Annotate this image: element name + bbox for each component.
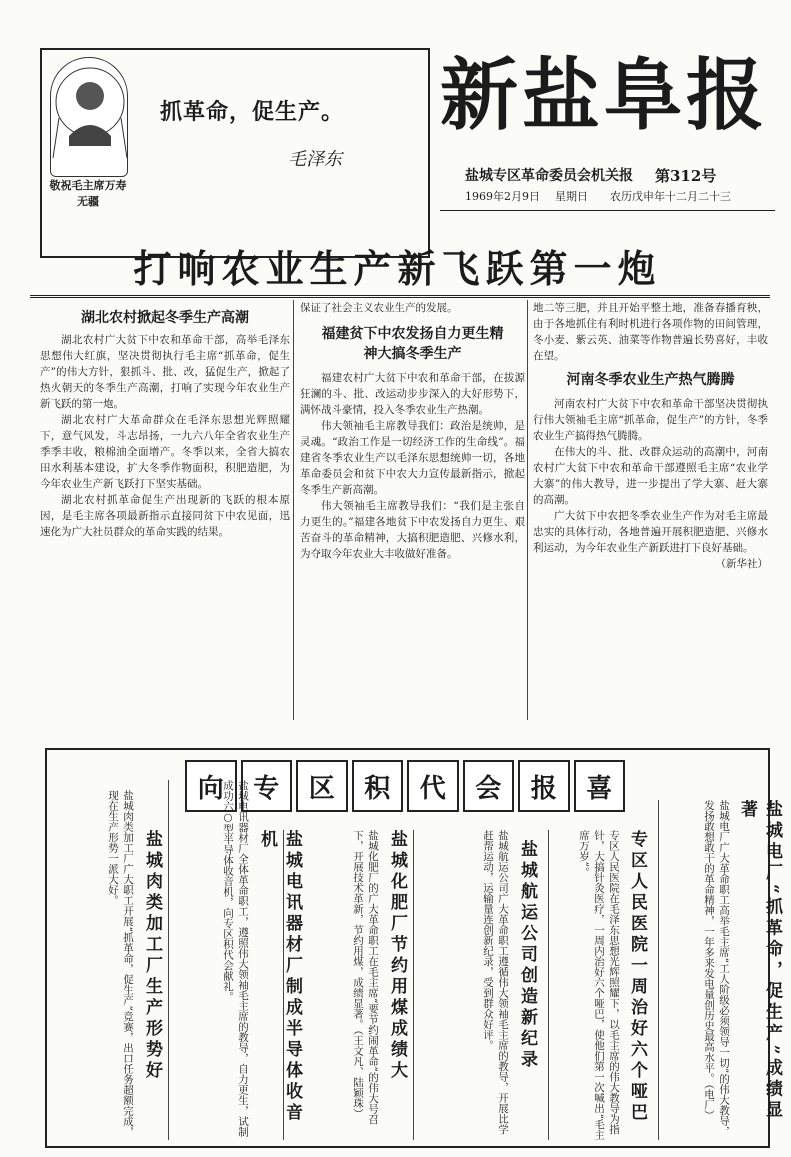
congrats-article-title: 盐城电厂“抓革命，促生产”成绩显著 (737, 800, 782, 1122)
article-credit: （新华社） (715, 558, 768, 570)
article-hubei (40, 308, 290, 720)
banner-char: 向 (185, 760, 237, 812)
congrats-article-title: 盐城航运公司创造新纪录 (517, 840, 537, 1071)
article-divider (413, 830, 414, 1140)
slogan: 抓革命，促生产。 (160, 99, 345, 125)
article-title: 湖北农村掀起冬季生产高潮 (81, 310, 249, 326)
congrats-banner (185, 760, 625, 816)
headline-rule (30, 295, 770, 298)
portrait-caption: 敬祝毛主席万寿无疆 (49, 179, 127, 208)
congrats-article-body: 盐城电讯器材厂全体革命职工，遵照伟大领袖毛主席的教导，自力更生，试制成功六○型半导体收音机，向专区积代会献礼。 (222, 780, 249, 1137)
congrats-article-body: 盐城化肥厂的广大革命职工在毛主席“要节约闹革命”的伟大号召下，开展技术革新，节约用煤，成绩显著。（王文凡、陆颖珠） (352, 830, 379, 1125)
banner-char: 喜 (574, 760, 626, 812)
lunar-date: 农历戊申年十二月二十三 (610, 190, 731, 203)
congrats-article-body: 盐城电厂广大革命职工高举毛主席“工人阶级必须领导一切”的伟大教导，发扬敢想敢干的革命精神，一年多来发电量创历史最高水平。（电厂） (703, 800, 730, 1137)
article-paragraph: 地二等三肥，并且开始平整土地，准备春播育秧，由于各地抓住有利时机进行各项作物的田间管理，冬小麦、紫云英、油菜等作物普遍长势喜好，丰收在望。 (533, 302, 768, 362)
article-paragraph: 伟大领袖毛主席教导我们：政治是统帅，是灵魂。“政治工作是一切经济工作的生命线”。福建省冬季农业生产以毛泽东思想统帅一切，各地革命委员会和贫下中农大力宣传最新指示，掀起冬季生产新高潮。 (300, 420, 525, 496)
article-paragraph: 保证了社会主义农业生产的发展。 (300, 302, 458, 314)
article-title: 河南冬季农业生产热气腾腾 (566, 372, 735, 388)
article-paragraph: 河南农村广大贫下中农和革命干部坚决贯彻执行伟大领袖毛主席“抓革命，促生产”的方针，冬季农业生产搞得热气腾腾。 (533, 398, 768, 442)
article-divider (168, 780, 169, 1140)
masthead-rule (440, 210, 775, 211)
congrats-article-body: 盐城航运公司广大革命职工遵循伟大领袖毛主席的教导，开展比学赶帮运动，运输量连创新纪录，受到群众好评。 (482, 830, 509, 1135)
article-paragraph: 湖北农村广大革命群众在毛泽东思想光辉照耀下，意气风发，斗志昂扬，一九六八年全省农业生产季季丰收，粮棉油全面增产。冬季以来，全省大搞农田水利基本建设，扩大冬季作物面积，积肥造肥，为今年农业生产新飞跃打下坚实基础。 (40, 414, 290, 490)
column-divider (293, 300, 294, 720)
article-paragraph: 湖北农村抓革命促生产出现新的飞跃的根本原因，是毛主席各项最新指示直接同贫下中农见面，迅速化为广大社员群众的革命实践的结果。 (40, 494, 290, 538)
portrait-image (50, 57, 128, 177)
banner-char: 区 (296, 760, 348, 812)
banner-char: 会 (463, 760, 515, 812)
banner-char: 积 (352, 760, 404, 812)
signature: 毛泽东 (288, 149, 342, 170)
banner-char: 专 (241, 760, 293, 812)
article-divider (658, 800, 659, 1140)
article-fujian (300, 300, 525, 720)
congrats-article-title: 盐城电讯器材厂制成半导体收音机 (257, 830, 302, 1124)
article-paragraph: 广大贫下中农把冬季农业生产作为对毛主席最忠实的具体行动，各地普遍开展积肥造肥、兴修水利运动，为今年农业生产新跃进打下良好基础。 (533, 510, 768, 554)
congrats-article-body: 盐城肉类加工厂广大职工开展“抓革命，促生产”竞赛，出口任务超额完成，现在生产形势一派大好。 (107, 790, 134, 1137)
article-title: 福建贫下中农发扬自力更生精神大搞冬季生产 (321, 326, 504, 362)
weekday: 星期日 (555, 190, 588, 203)
article-paragraph: 湖北农村广大贫下中农和革命干部，高举毛泽东思想伟大红旗，坚决贯彻执行毛主席“抓革命，促生产”的伟大方针，狠抓斗、批、改，猛促生产，掀起了热火朝天的冬季生产高潮，打响了实现今年农业生产新飞跃的第一炮。 (40, 334, 290, 410)
column-divider (527, 300, 528, 720)
banner-char: 报 (518, 760, 570, 812)
article-paragraph: 伟大领袖毛主席教导我们：“我们是主张自力更生的。”福建各地贫下中农发扬自力更生、艰苦奋斗的革命精神，大搞积肥造肥、兴修水利，为夺取今年农业大丰收做好准备。 (300, 500, 525, 560)
congrats-article-body: 专区人民医院在毛泽东思想光辉照耀下，以毛主席的伟大教导为指针，大搞针灸医疗，一周内治好六个哑巴，使他们第一次喊出“毛主席万岁”。 (578, 830, 620, 1140)
main-headline: 打响农业生产新飞跃第一炮 (133, 246, 662, 291)
issue-date: 1969年2月9日 (465, 190, 540, 203)
article-henan (533, 300, 768, 720)
banner-char: 代 (407, 760, 459, 812)
congrats-article-title: 盐城化肥厂节约用煤成绩大 (387, 830, 407, 1082)
publisher: 盐城专区革命委员会机关报 (465, 168, 633, 184)
article-divider (548, 830, 549, 1140)
article-paragraph: 在伟大的斗、批、改群众运动的高潮中，河南农村广大贫下中农和革命干部遵照毛主席“农业学大寨”的伟大教导，进一步提出了学大寨、赶大寨的高潮。 (533, 446, 768, 506)
congrats-article-title: 盐城肉类加工厂生产形势好 (142, 830, 162, 1082)
article-paragraph: 福建农村广大贫下中农和革命干部，在拔源狂澜的斗、批、改运动步步深入的大好形势下，满怀战斗豪情，投入冬季农业生产热潮。 (300, 372, 525, 416)
issue-number: 第312号 (655, 167, 717, 185)
paper-name: 新盐阜报 (440, 51, 769, 141)
congrats-article-title: 专区人民医院一周治好六个哑巴 (627, 830, 647, 1124)
